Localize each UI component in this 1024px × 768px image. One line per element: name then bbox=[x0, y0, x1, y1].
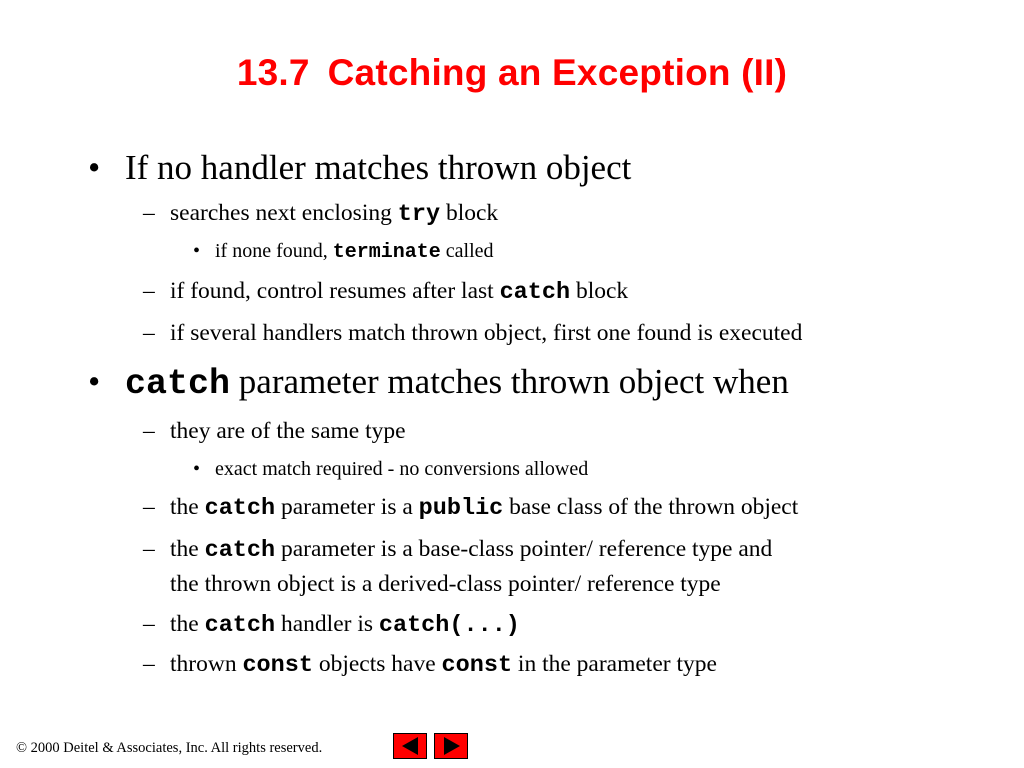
next-slide-button[interactable] bbox=[434, 733, 468, 759]
dash-marker: – bbox=[143, 536, 155, 562]
code-catch: catch bbox=[125, 364, 231, 404]
dash-marker: – bbox=[143, 494, 155, 520]
previous-slide-button[interactable] bbox=[393, 733, 427, 759]
code-catch: catch bbox=[204, 612, 276, 639]
code-catch-ellipsis: catch(...) bbox=[378, 612, 520, 639]
sub-bullet-text: if found, control resumes after last catch block bbox=[170, 278, 629, 306]
sub-bullet-text: the catch handler is catch(...) bbox=[170, 611, 520, 639]
dash-marker: – bbox=[143, 320, 155, 346]
code-public: public bbox=[418, 495, 504, 522]
bullet-marker: • bbox=[193, 240, 201, 262]
code-terminate: terminate bbox=[332, 241, 441, 264]
slide-number: 13.7 bbox=[236, 52, 310, 93]
slide-title bbox=[0, 52, 1024, 94]
triangle-left-icon bbox=[402, 737, 418, 755]
sub-bullet-text: if several handlers match thrown object, first one found is executed bbox=[170, 320, 803, 346]
dash-marker: – bbox=[143, 418, 155, 444]
triangle-right-icon bbox=[444, 737, 460, 755]
code-catch: catch bbox=[499, 279, 571, 306]
bullet-text: catch parameter matches thrown object when bbox=[125, 362, 789, 404]
code-try: try bbox=[397, 201, 441, 228]
bullet-text: If no handler matches thrown object bbox=[125, 148, 632, 187]
dash-marker: – bbox=[143, 200, 155, 226]
slide-title-text: Catching an Exception (II) bbox=[327, 52, 788, 93]
dash-marker: – bbox=[143, 611, 155, 637]
sub-bullet-text: the catch parameter is a base-class pointer/ reference type and bbox=[170, 536, 773, 564]
code-const: const bbox=[441, 652, 513, 679]
dash-marker: – bbox=[143, 651, 155, 677]
sub-bullet-text: they are of the same type bbox=[170, 418, 406, 444]
bullet-marker: • bbox=[193, 458, 201, 480]
sub-sub-bullet-text: if none found, terminate called bbox=[215, 240, 494, 264]
bullet-marker: • bbox=[88, 148, 101, 187]
code-catch: catch bbox=[204, 537, 276, 564]
sub-bullet-text: the catch parameter is a public base class of the thrown object bbox=[170, 494, 799, 522]
code-catch: catch bbox=[204, 495, 276, 522]
sub-bullet-text: the thrown object is a derived-class pointer/ reference type bbox=[170, 571, 721, 597]
sub-bullet-text: searches next enclosing try block bbox=[170, 200, 499, 228]
sub-sub-bullet-text: exact match required - no conversions allowed bbox=[215, 458, 589, 480]
bullet-marker: • bbox=[88, 362, 101, 401]
copyright-footer: © 2000 Deitel & Associates, Inc. All rights reserved. bbox=[16, 740, 323, 756]
sub-bullet-text: thrown const objects have const in the parameter type bbox=[170, 651, 717, 679]
dash-marker: – bbox=[143, 278, 155, 304]
code-const: const bbox=[242, 652, 313, 679]
